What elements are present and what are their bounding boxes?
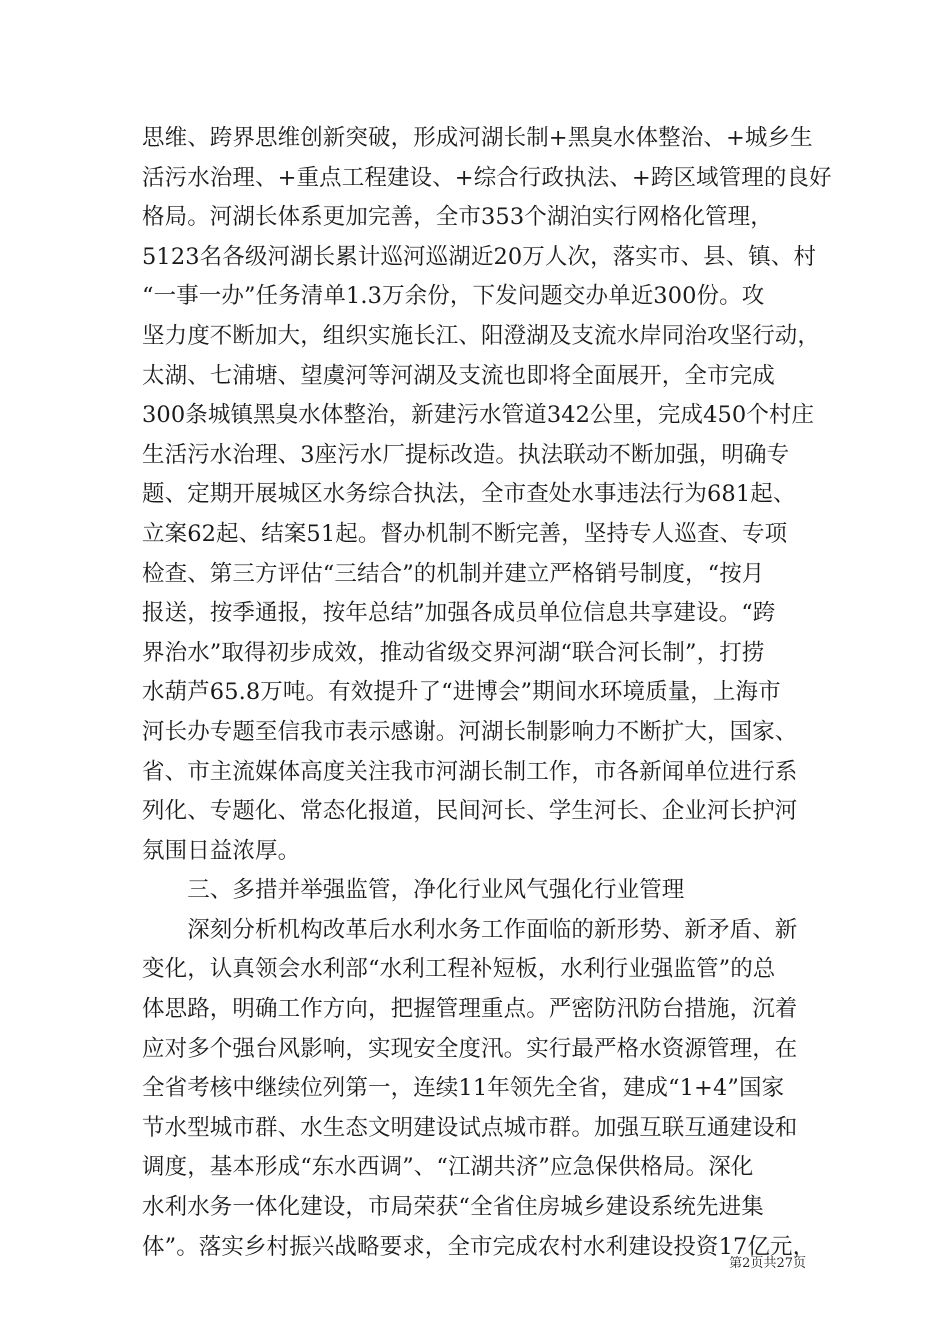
text-line: 检查、第三方评估“三结合”的机制并建立严格销号制度，“按月 xyxy=(142,560,765,587)
page-number: 第2页共27页 xyxy=(729,1256,806,1271)
text-line: 坚力度不断加大，组织实施长江、阳澄湖及支流水岸同治攻坚行动， xyxy=(142,322,821,349)
text-line: 体思路，明确工作方向，把握管理重点。严密防汛防台措施，沉着 xyxy=(142,996,798,1023)
text-line: 300条城镇黑臭水体整治，新建污水管道342公里，完成450个村庄 xyxy=(142,402,815,429)
text-line: 省、市主流媒体高度关注我市河湖长制工作，市各新闻单位进行系 xyxy=(142,758,798,785)
text-line: 题、定期开展城区水务综合执法，全市查处水事违法行为681起、 xyxy=(142,481,796,508)
text-line: 列化、专题化、常态化报道，民间河长、学生河长、企业河长护河 xyxy=(142,798,798,825)
text-line: 报送，按季通报，按年总结”加强各成员单位信息共享建设。“跨 xyxy=(142,600,776,627)
text-line: 河长办专题至信我市表示感谢。河湖长制影响力不断扩大，国家、 xyxy=(142,718,798,745)
text-line: “一事一办”任务清单1.3万余份，下发问题交办单近300份。攻 xyxy=(142,283,765,310)
text-line: 变化，认真领会水利部“水利工程补短板，水利行业强监管”的总 xyxy=(142,956,776,983)
section-heading: 三、多措并举强监管，净化行业风气强化行业管理 xyxy=(142,877,685,904)
text-line: 调度，基本形成“东水西调”、“江湖共济”应急保供格局。深化 xyxy=(142,1154,754,1181)
text-line: 5123名各级河湖长累计巡河巡湖近20万人次，落实市、县、镇、村 xyxy=(142,243,817,270)
text-line: 生活污水治理、3座污水厂提标改造。执法联动不断加强，明确专 xyxy=(142,441,790,468)
text-line: 立案62起、结案51起。督办机制不断完善，坚持专人巡查、专项 xyxy=(142,520,788,547)
text-line: 太湖、七浦塘、望虞河等河湖及支流也即将全面展开，全市完成 xyxy=(142,362,775,389)
text-line: 格局。河湖长体系更加完善，全市353个湖泊实行网格化管理， xyxy=(142,204,773,231)
text-line: 深刻分析机构改革后水利水务工作面临的新形势、新矛盾、新 xyxy=(142,916,798,943)
text-line: 全省考核中继续位列第一，连续11年领先全省，建成“1+4”国家 xyxy=(142,1075,785,1102)
text-line: 水利水务一体化建设，市局荣获“全省住房城乡建设系统先进集 xyxy=(142,1194,764,1221)
text-line: 节水型城市群、水生态文明建设试点城市群。加强互联互通建设和 xyxy=(142,1114,798,1141)
document-body xyxy=(142,119,832,1267)
text-line: 应对多个强台风影响，实现安全度汛。实行最严格水资源管理，在 xyxy=(142,1035,798,1062)
text-line: 体”。落实乡村振兴战略要求，全市完成农村水利建设投资17亿元， xyxy=(142,1233,816,1260)
text-line: 水葫芦65.8万吨。有效提升了“进博会”期间水环境质量，上海市 xyxy=(142,679,781,706)
text-line: 界治水”取得初步成效，推动省级交界河湖“联合河长制”，打捞 xyxy=(142,639,765,666)
text-line: 思维、跨界思维创新突破，形成河湖长制+黑臭水体整治、+城乡生 xyxy=(142,125,813,151)
text-line: 氛围日益浓厚。 xyxy=(142,837,301,864)
text-line: 活污水治理、+重点工程建设、+综合行政执法、+跨区域管理的良好 xyxy=(142,164,832,191)
